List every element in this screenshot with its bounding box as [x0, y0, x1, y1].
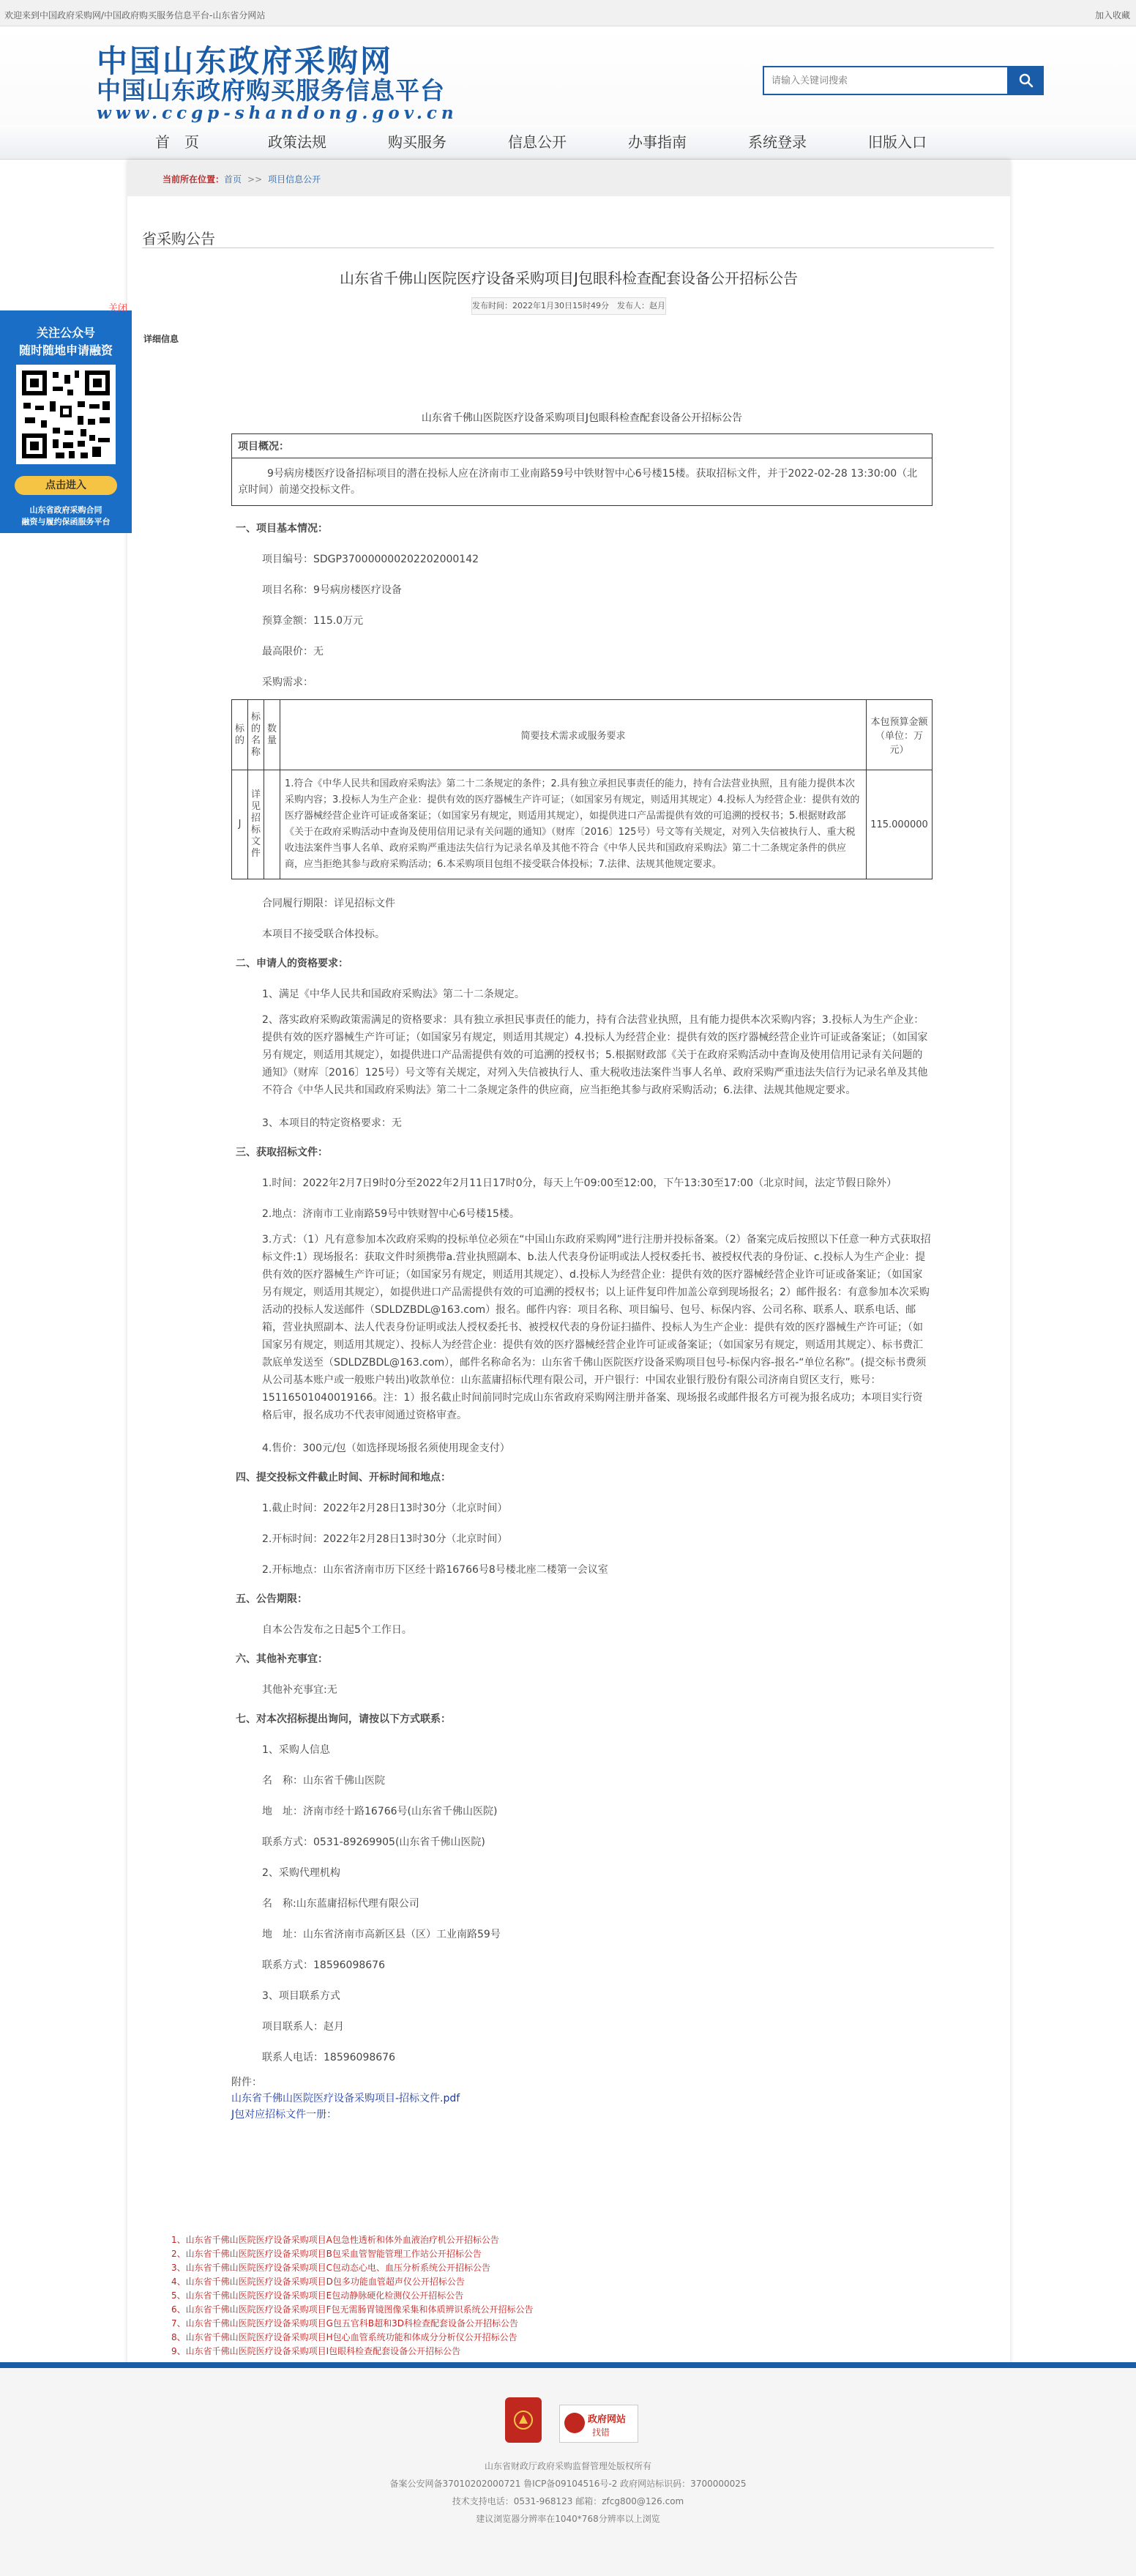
nav-service[interactable]: 购买服务 [388, 133, 446, 151]
table-cell [264, 770, 280, 879]
doc-title: 山东省千佛山医院医疗设备采购项目J包眼科检查配套设备公开招标公告 [421, 412, 743, 424]
search-icon [1019, 73, 1034, 88]
close-button[interactable]: 关闭 [108, 303, 128, 314]
related-link[interactable]: 2、山东省千佛山医院医疗设备采购项目B包采血管智能管理工作站公开招标公告 [171, 2249, 482, 2259]
related-link[interactable]: 5、山东省千佛山医院医疗设备采购项目E包动静脉硬化检测仪公开招标公告 [171, 2290, 464, 2301]
section-heading: 三、获取招标文件： [236, 1147, 328, 1158]
nav-login[interactable]: 系统登录 [748, 133, 807, 151]
info-line: 项目联系人：赵月 [262, 2021, 344, 2033]
section-heading: 四、提交投标文件截止时间、开标时间和地点： [236, 1472, 451, 1484]
info-line: 联系方式：0531-89269905(山东省千佛山医院) [262, 1836, 485, 1848]
gov-site-icon [564, 2413, 585, 2433]
info-paragraph: 3.方式：（1）凡有意参加本次政府采购的投标单位必须在“中国山东政府采购网”进行注册并投标备案。（2）备案完成后按照以下任意一种方式获取招标文件:1）现场报名：获取文件时须携带a.营业执照副本、b.法人代表身份证明或法人授权委托书、被授权代表的身份证、c.投标人为生产企业：提供有效的医疗器械生产许可证；（如国家另有规定，则适用其规定）、d.投标人为经营企业：提供有效的医疗器械经营企业许可证或备案证；（如国家另有规定，则适用其规定），如提供进口产品需提供有效的可追溯的授权书；以上证件复印件加盖公章到现场报名；2）邮件报名：有意参加本次采购活动的投标人发送邮件（SDLDZBDL@163.com）报名。邮件内容：项目名称、项目编号、包号、标保内容、公司名称、联系人、联系电话、邮箱，营业执照副本、法人代表身份证明或法人授权委托书、被授权代表的身份证扫描件、投标人为生产企业：提供有效的医疗器械生产许可证；（如国家另有规定，则适用其规定）、投标人为经营企业：提供有效的医疗器械经营企业许可证或备案证；（如国家另有规定，则适用其规定）、标书费汇款底单发送至（SDLDZBDL@163.com），邮件名称命名为：山东省千佛山医院医疗设备采购项目包号-标保内容-报名-“单位名称”。(提交标书费须从公司基本账户或一般账户转出)收款单位：山东蓝庸招标代理有限公司，开户银行：中国农业银行股份有限公司济南自贸区支行，账号：15116501040019166。注：1）报名截止时间前同时完成山东省政府采购网注册并备案、现场报名或邮件报名方可视为报名成功；本项目实行资格后审，报名成功不代表审阅通过资格审查。 [262, 1234, 931, 1421]
section-heading: 七、对本次招标提出询问，请按以下方式联系： [236, 1713, 451, 1725]
logo-url: www.ccgp-shandong.gov.cn [97, 103, 458, 123]
panel-footer-line2: 融资与履约保函服务平台 [21, 517, 111, 526]
footer-icp: 备案公安网备37010202000721 鲁ICP备09104516号-2 政府网站标识码：3700000025 [389, 2479, 747, 2489]
info-line: 合同履行期限：详见招标文件 [262, 898, 395, 909]
site-header [0, 26, 1136, 124]
info-line: 联系方式：18596098676 [262, 1959, 385, 1971]
article-title: 山东省千佛山医院医疗设备采购项目J包眼科检查配套设备公开招标公告 [340, 269, 798, 287]
info-line: 其他补充事宜:无 [262, 1684, 337, 1696]
info-line: 本项目不接受联合体投标。 [262, 928, 385, 940]
footer-copyright: 山东省财政厅政府采购监督管理处版权所有 [484, 2461, 651, 2471]
nav-info[interactable]: 信息公开 [508, 133, 567, 151]
info-line: 名 称:山东蓝庸招标代理有限公司 [262, 1898, 419, 1910]
wechat-qr-panel [0, 303, 132, 533]
info-line: 采购需求： [262, 677, 313, 688]
info-line: 自本公告发布之日起5个工作日。 [262, 1624, 412, 1636]
info-line: 2、采购代理机构 [262, 1867, 340, 1879]
main-content [127, 160, 1010, 2397]
section-heading: 六、其他补充事宜： [236, 1653, 328, 1665]
table-header-row [232, 700, 933, 770]
breadcrumb-bar [127, 160, 1010, 196]
top-bar [0, 0, 1136, 26]
search-input[interactable] [763, 66, 1009, 95]
attachment-link[interactable]: 山东省千佛山医院医疗设备采购项目-招标文件.pdf [231, 2093, 460, 2104]
related-link[interactable]: 4、山东省千佛山医院医疗设备采购项目D包多功能血管超声仪公开招标公告 [171, 2277, 465, 2287]
gov-site-error-link[interactable] [559, 2405, 638, 2443]
site-footer [0, 2362, 1136, 2576]
logo-title: 中国山东政府采购网 [97, 43, 394, 79]
table-cell: 详见招标文件 [248, 770, 264, 879]
attachments-label: 附件： [231, 2077, 262, 2088]
publish-info: 发布时间：2022年1月30日15时49分 发布人：赵月 [471, 297, 666, 315]
related-link[interactable]: 8、山东省千佛山医院医疗设备采购项目H包心血管系统功能和体成分分析仪公开招标公告 [171, 2332, 517, 2342]
info-line: 地 址：山东省济南市高新区县（区）工业南路59号 [262, 1929, 501, 1940]
qr-code-icon [16, 365, 116, 464]
info-line: 名 称：山东省千佛山医院 [262, 1775, 385, 1787]
info-line: 2.开标地点：山东省济南市历下区经十路16766号8号楼北座二楼第一会议室 [262, 1564, 608, 1576]
info-line: 1、满足《中华人民共和国政府采购法》第二十二条规定。 [262, 989, 525, 1000]
info-line: 1、采购人信息 [262, 1744, 330, 1756]
breadcrumb-home[interactable]: 首页 [224, 174, 242, 185]
table-header: 本包预算金额（单位：万元） [867, 700, 933, 770]
main-nav [0, 124, 1136, 160]
info-line: 预算金额：115.0万元 [262, 615, 364, 627]
footer-info [0, 2457, 1136, 2528]
footer-support: 技术支持电话：0531-968123 邮箱：zfcg800@126.com [452, 2496, 684, 2506]
table-cell: J [232, 770, 248, 879]
info-line: 4.售价：300元/包（如选择现场报名须使用现金支付） [262, 1443, 510, 1454]
section-heading: 五、公告期限： [236, 1593, 307, 1605]
info-line: 项目名称：9号病房楼医疗设备 [262, 584, 402, 596]
attachments [231, 2074, 933, 2121]
table-cell: 1.符合《中华人民共和国政府采购法》第二十二条规定的条件；2.具有独立承担民事责任的能力，持有合法营业执照，且有能力提供本次采购内容；3.投标人为生产企业：提供有效的医疗器械生产许可证；（如国家另有规定，则适用其规定）4.投标人为经营企业：提供有效的医疗器械经营企业许可证或备案证；（如国家另有规定，则适用其规定），如提供进口产品需提供有效的可追溯的授权书；5.根据财政部《关于在政府采购活动中查询及使用信用记录有关问题的通知》（财库〔2016〕125号）号文等有关规定，对列入失信被执行人、重大税收违法案件当事人名单、政府采购严重违法失信行为记录名单及其他不符合《中华人民共和国政府采购法》第二十二条规定条件的供应商，应当拒绝其参与政府采购活动；6.本采购项目包组不接受联合体投标；7.法律、法规其他规定要求。 [280, 770, 867, 879]
nav-guide[interactable]: 办事指南 [628, 133, 687, 151]
section-heading: 一、项目基本情况： [236, 523, 328, 535]
info-line: 联系人电话：18596098676 [262, 2052, 395, 2063]
nav-old-version[interactable]: 旧版入口 [868, 133, 927, 151]
related-link[interactable]: 7、山东省千佛山医院医疗设备采购项目G包五官科B超和3D科检查配套设备公开招标公告 [171, 2318, 519, 2329]
overview-heading: 项目概况： [232, 434, 932, 458]
panel-subtitle: 随时随地申请融资 [18, 343, 113, 357]
breadcrumb [162, 173, 321, 185]
site-logo[interactable] [97, 45, 492, 123]
info-line: 1.时间：2022年2月7日9时0分至2022年2月11日17时0分，每天上午09:00至12:00，下午13:30至17:00（北京时间，法定节假日除外） [262, 1177, 897, 1189]
info-line: 1.截止时间：2022年2月28日13时30分（北京时间） [262, 1503, 508, 1514]
section-heading: 二、申请人的资格要求： [236, 958, 348, 969]
welcome-text: 欢迎来到中国政府采购网/中国政府购买服务信息平台-山东省分网站 [4, 10, 266, 21]
announcement-body [231, 410, 933, 2121]
divider [142, 247, 994, 248]
footer-note: 建议浏览器分辨率在1040*768分辨率以上浏览 [476, 2514, 660, 2524]
table-header: 数量 [264, 700, 280, 770]
table-header: 简要技术需求或服务要求 [280, 700, 867, 770]
related-link[interactable]: 9、山东省千佛山医院医疗设备采购项目I包眼科检查配套设备公开招标公告 [171, 2346, 461, 2356]
add-favorite-link[interactable]: 加入收藏 [1094, 10, 1130, 21]
panel-title: 关注公众号 [36, 326, 95, 340]
attachment-link[interactable]: J包对应招标文件一册： [231, 2109, 337, 2121]
info-paragraph: 2、落实政府采购政策需满足的资格要求：具有独立承担民事责任的能力，持有合法营业执照，且有能力提供本次采购内容；3.投标人为生产企业：提供有效的医疗器械生产许可证；（如国家另有规定，则适用其规定）4.投标人为经营企业：提供有效的医疗器械经营企业许可证或备案证；（如国家另有规定，则适用其规定），如提供进口产品需提供有效的可追溯的授权书；5.根据财政部《关于在政府采购活动中查询及使用信用记录有关问题的通知》（财库〔2016〕125号）号文等有关规定，对列入失信被执行人、重大税收违法案件当事人名单、政府采购严重违法失信行为记录名单及其他不符合《中华人民共和国政府采购法》第二十二条规定条件的供应商，应当拒绝其参与政府采购活动；6.法律、法规其他规定要求。 [262, 1014, 928, 1096]
info-line: 3、本项目的特定资格要求：无 [262, 1117, 402, 1129]
search-box [763, 66, 1044, 95]
detail-label: 详细信息 [143, 334, 179, 344]
info-line: 地 址：济南市经十路16766号(山东省千佛山医院) [262, 1806, 498, 1817]
overview-text: 9号病房楼医疗设备招标项目的潜在投标人应在济南市工业南路59号中铁财智中心6号楼15楼。获取招标文件，并于2022-02-28 13:30:00（北京时间）前递交投标文件。 [238, 468, 918, 496]
info-line: 项目编号：SDGP370000000202202000142 [262, 554, 479, 565]
breadcrumb-current[interactable]: 项目信息公开 [268, 174, 321, 185]
related-announcements [171, 2233, 976, 2359]
info-line: 2.开标时间：2022年2月28日13时30分（北京时间） [262, 1533, 508, 1545]
party-emblem-icon[interactable] [505, 2397, 542, 2443]
requirements-table [231, 699, 933, 879]
panel-footer-line1: 山东省政府采购合同 [29, 505, 102, 515]
related-link[interactable]: 6、山东省千佛山医院医疗设备采购项目F包无需肠胃镜图像采集和体质辨识系统公开招标公告 [171, 2304, 534, 2315]
search-button[interactable] [1009, 66, 1044, 95]
gov-site-label: 政府网站 [588, 2414, 627, 2425]
nav-policy[interactable]: 政策法规 [268, 133, 326, 151]
gov-site-sublabel: 找错 [592, 2427, 610, 2438]
logo-subtitle: 中国山东政府购买服务信息平台 [97, 76, 445, 105]
table-row [232, 770, 933, 879]
nav-home[interactable]: 首 页 [155, 133, 199, 151]
table-cell: 115.000000 [867, 770, 933, 879]
table-header: 标的名称 [248, 700, 264, 770]
join-button[interactable]: 点击进入 [15, 476, 117, 495]
section-title: 省采购公告 [142, 230, 215, 247]
related-link[interactable]: 3、山东省千佛山医院医疗设备采购项目C包动态心电、血压分析系统公开招标公告 [171, 2263, 491, 2273]
breadcrumb-label: 当前所在位置： [162, 174, 225, 185]
overview-box [231, 433, 933, 506]
info-line: 3、项目联系方式 [262, 1990, 340, 2002]
table-header: 标的 [232, 700, 248, 770]
related-link[interactable]: 1、山东省千佛山医院医疗设备采购项目A包急性透析和体外血液治疗机公开招标公告 [171, 2235, 499, 2245]
info-line: 最高限价：无 [262, 646, 324, 658]
info-line: 2.地点：济南市工业南路59号中铁财智中心6号楼15楼。 [262, 1208, 520, 1220]
breadcrumb-separator: >> [247, 174, 263, 185]
